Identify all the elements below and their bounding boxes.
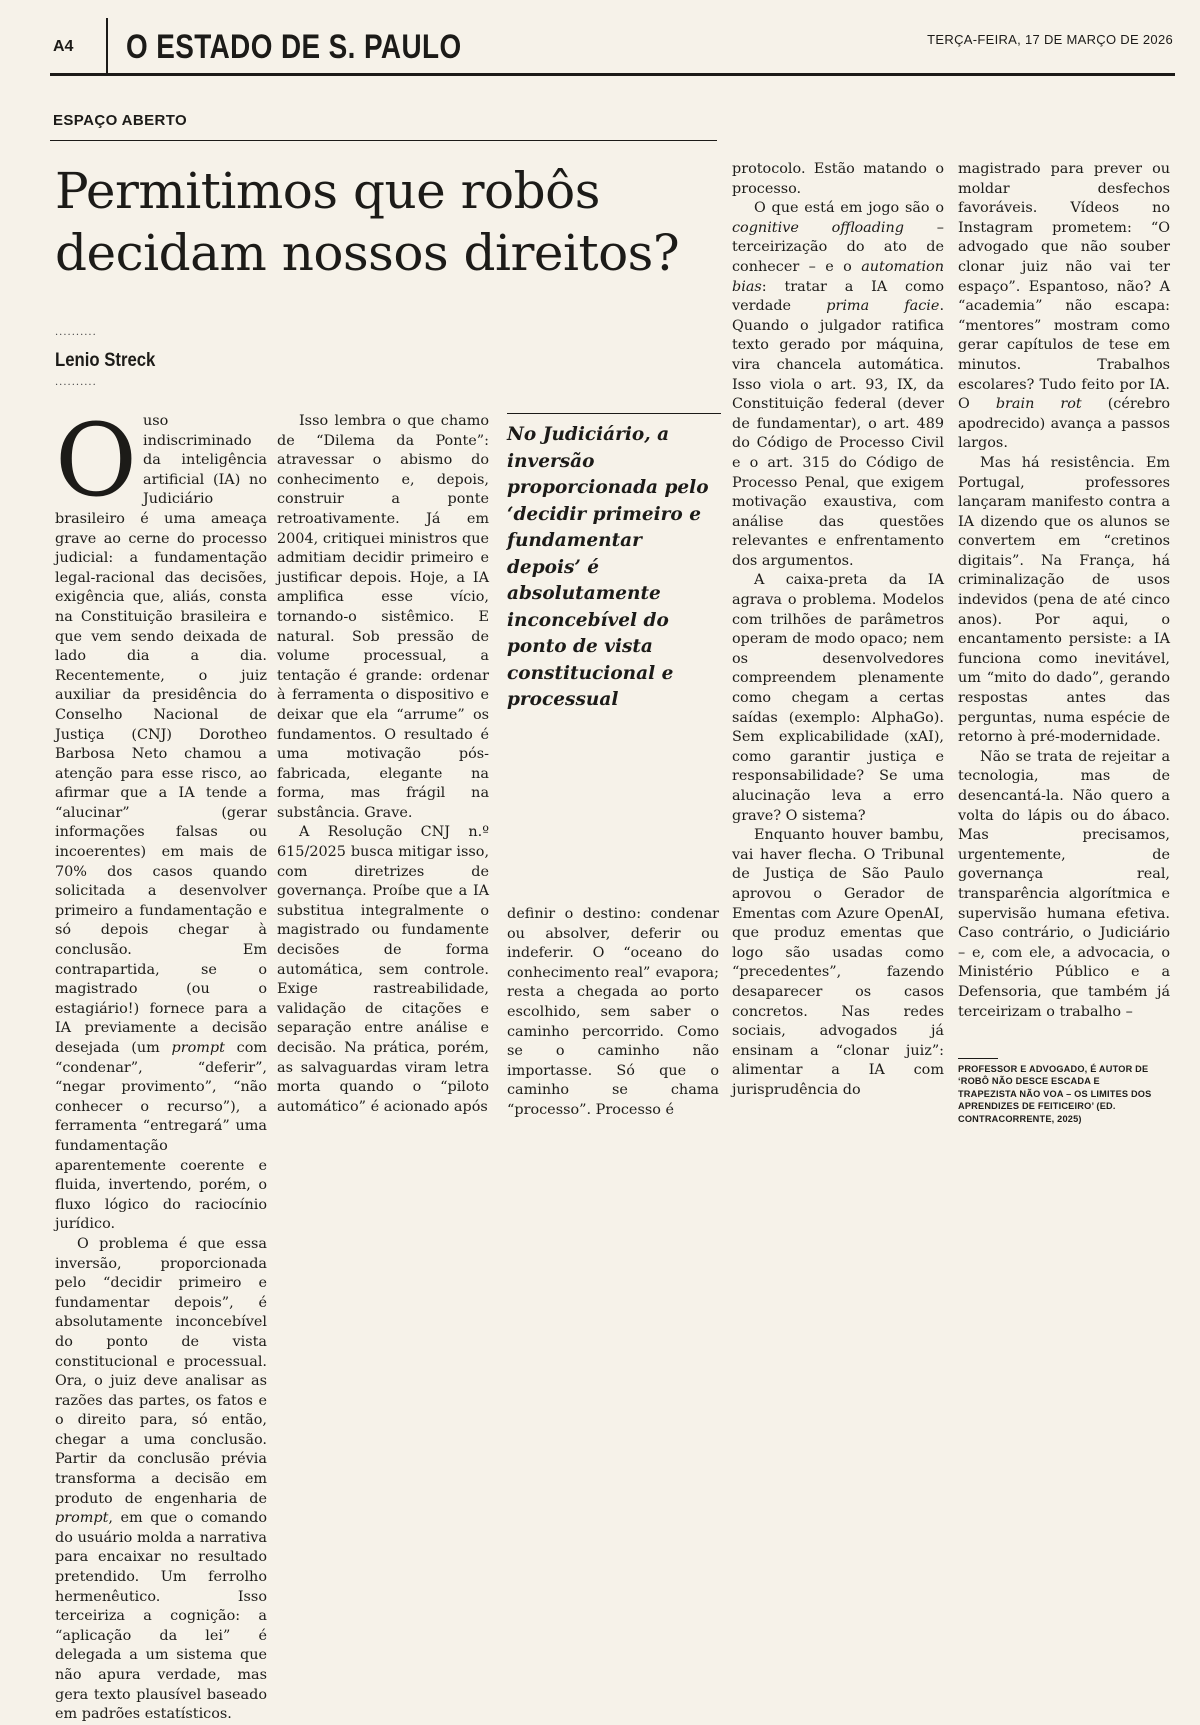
article-paragraph: Isso lembra o que chamo de “Dilema da Ponte”: atravessar o abismo do conhecimento e, depois, construir a ponte retroativamente. Já em 2004, critiquei ministros que admitiam decidir primeiro e justificar depois. Hoje, a IA amplifica esse vício, tornando-o sistêmico. E natural. Sob pressão de volume processual, a tentação é grande: ordenar à ferramenta o dispositivo e deixar que ela “arrume” os fundamentos. O resultado é uma motivação pós-fabricada, elegante na forma, mas frágil na substância. Grave. [277, 413, 490, 821]
article-paragraph: protocolo. Estão matando o processo. [732, 161, 945, 197]
column-2-flow [277, 412, 489, 1117]
headline: Permitimos que robôs decidam nossos direitos? [55, 162, 680, 282]
bio-divider [958, 1058, 998, 1059]
paragraph-2: O problema é que essa inversão, proporcionada pelo “decidir primeiro e fundamentar depois”, é absolutamente inconcebível do ponto de vista constitucional e processual. Ora, o juiz deve analisar as razões das partes, os fatos e o direito para, só então, chegar a uma conclusão. Partir da conclusão prévia transforma a decisão em produto de engenharia de prompt, em que o comando do usuário molda a narrativa para encaixar no resultado pretendido. Um ferrolho hermenêutico. Isso terceiriza a cognição: a “aplicação da lei” é delegada a um sistema que não apura verdade, mas gera texto plausível baseado em padrões estatísticos. [55, 1235, 267, 1723]
newspaper-name: O ESTADO DE S. PAULO [126, 28, 462, 66]
author-bio: PROFESSOR E ADVOGADO, É AUTOR DE ‘ROBÔ NÃO DESCE ESCADA E TRAPEZISTA NÃO VOA – OS LIMITES DOS APRENDIZES DE FEITICEIRO’ (ED. CONTRACORRENTE, 2025) [958, 1064, 1152, 1124]
article-column-1 [55, 402, 268, 1723]
drop-cap: O [55, 402, 137, 519]
masthead-divider [106, 18, 108, 74]
section-label: ESPAÇO ABERTO [53, 112, 188, 129]
page-number: A4 [53, 38, 74, 55]
article-paragraph: Mas há resistência. Em Portugal, professores lançaram manifesto contra a IA dizendo que os alunos se convertem em “cretinos digitais”. Na França, há criminalização de usos indevidos (pena de até cinco anos). Por aqui, o encantamento persiste: a IA funciona como inevitável, um “mito do dado”, gerando respostas antes das perguntas, numa espécie de retorno à pré-modernidade. [958, 454, 1171, 746]
pull-quote-text: No Judiciário, a inversão proporcionada pelo ‘decidir primeiro e fundamentar depois’ é absolutamente inconcebível do ponto de vista constitucional e processual [507, 424, 709, 710]
column-5-flow [958, 160, 1170, 1022]
column-4-flow [732, 160, 944, 1101]
article-paragraph: A Resolução CNJ n.º 615/2025 busca mitigar isso, com diretrizes de governança. Proíbe que a IA substitua integralmente o magistrado ou fundamente decisões de forma automática, sem controle. Exige rastreabilidade, validação de citações e separação entre análise e decisão. Na prática, porém, as salvaguardas viram letra morta quando o “piloto automático” é acionado após [277, 824, 490, 1115]
article-paragraph: definir o destino: condenar ou absolver, deferir ou indeferir. O “oceano do conhecimento real” evapora; resta a chegada ao porto escolhido, sem saber o caminho percorrido. Como se o caminho não importasse. Só que o caminho se chama “processo”. Processo é [507, 906, 720, 1118]
section-divider [50, 140, 717, 141]
paragraph-1: Ouso indiscriminado da inteligência artificial (IA) no Judiciário brasileiro é uma ameaça grave ao cerne do processo judicial: a fundamentação legal-racional das decisões, exigência que, aliás, consta na Constituição brasileira e que vem sendo deixada de lado dia a dia. Recentemente, o juiz auxiliar da presidência do Conselho Nacional de Justiça (CNJ) Dorotheo Barbosa Neto chamou a atenção para esse risco, ao afirmar que a IA tende a “alucinar” (gerar informações falsas ou incoerentes) em mais de 70% dos casos quando solicitada a desenvolver primeiro a fundamentação e só depois chegar à conclusão. Em contrapartida, se o magistrado (ou o estagiário!) fornece para a IA previamente a decisão desejada (um prompt com “condenar”, “deferir”, “negar provimento”, “não conhecer o recurso”), a ferramenta “entregará” uma fundamentação aparentemente coerente e fluida, invertendo, porém, o fluxo lógico do raciocínio jurídico. [55, 402, 268, 1233]
masthead [50, 18, 1175, 76]
author-byline: Lenio Streck [55, 350, 156, 371]
article-column-4 [732, 160, 944, 1110]
pull-quote [507, 413, 721, 714]
author-bottom-dots: ·········· [55, 380, 97, 391]
article-paragraph: Enquanto houver bambu, vai haver flecha. O Tribunal de Justiça de São Paulo aprovou o Gerador de Ementas com Azure OpenAI, que produz ementas que logo são usadas como “precedentes”, fazendo desaparecer os casos concretos. Nas redes sociais, advogados já ensinam a “clonar juiz”: alimentar a IA com jurisprudência do [732, 827, 945, 1098]
article-paragraph: magistrado para prever ou moldar desfechos favoráveis. Vídeos no Instagram prometem: “O advogado que não souber clonar juiz não vai ter espaço”. Espantoso, não? A “academia” não escapa: “mentores” mostram como gerar capítulos de tese em minutos. Trabalhos escolares? Tudo feito por IA. O brain rot (cérebro apodrecido) avança a passos largos. [958, 161, 1171, 452]
article-column-3 [507, 905, 719, 1137]
column-3-flow [507, 905, 719, 1121]
issue-date: TERÇA-FEIRA, 17 DE MARÇO DE 2026 [927, 32, 1173, 47]
article-column-5 [958, 160, 1170, 1030]
author-top-dots: ·········· [55, 330, 97, 341]
article-paragraph: Não se trata de rejeitar a tecnologia, mas de desencantá-la. Não quero a volta do lápis ou do ábaco. Mas precisamos, urgentemente, de governança real, transparência algorítmica e supervisão humana efetiva. Caso contrário, o Judiciário – e, com ele, a advocacia, o Ministério Público e a Defensoria, que também já terceirizam o trabalho – [958, 748, 1171, 1020]
article-paragraph: A caixa-preta da IA agrava o problema. Modelos com trilhões de parâmetros operam de modo opaco; nem os desenvolvedores compreendem plenamente como chegam a certas saídas (exemplo: AlphaGo). Sem explicabilidade (xAI), como garantir justiça e responsabilidade? Se uma alucinação leva a erro grave? O sistema? [732, 572, 945, 824]
article-paragraph: O que está em jogo são o cognitive offloading – terceirização do ato de conhecer – e o automation bias: tratar a IA como verdade prima facie. Quando o julgador ratifica texto gerado por máquina, vira chancela automática. Isso viola o art. 93, IX, da Constituição federal (dever de fundamentar), o art. 489 do Código de Processo Civil e o art. 315 do Código de Processo Penal, que exigem motivação exaustiva, com análise das questões relevantes e enfrentamento dos argumentos. [732, 200, 945, 569]
article-column-2 [277, 412, 489, 1132]
